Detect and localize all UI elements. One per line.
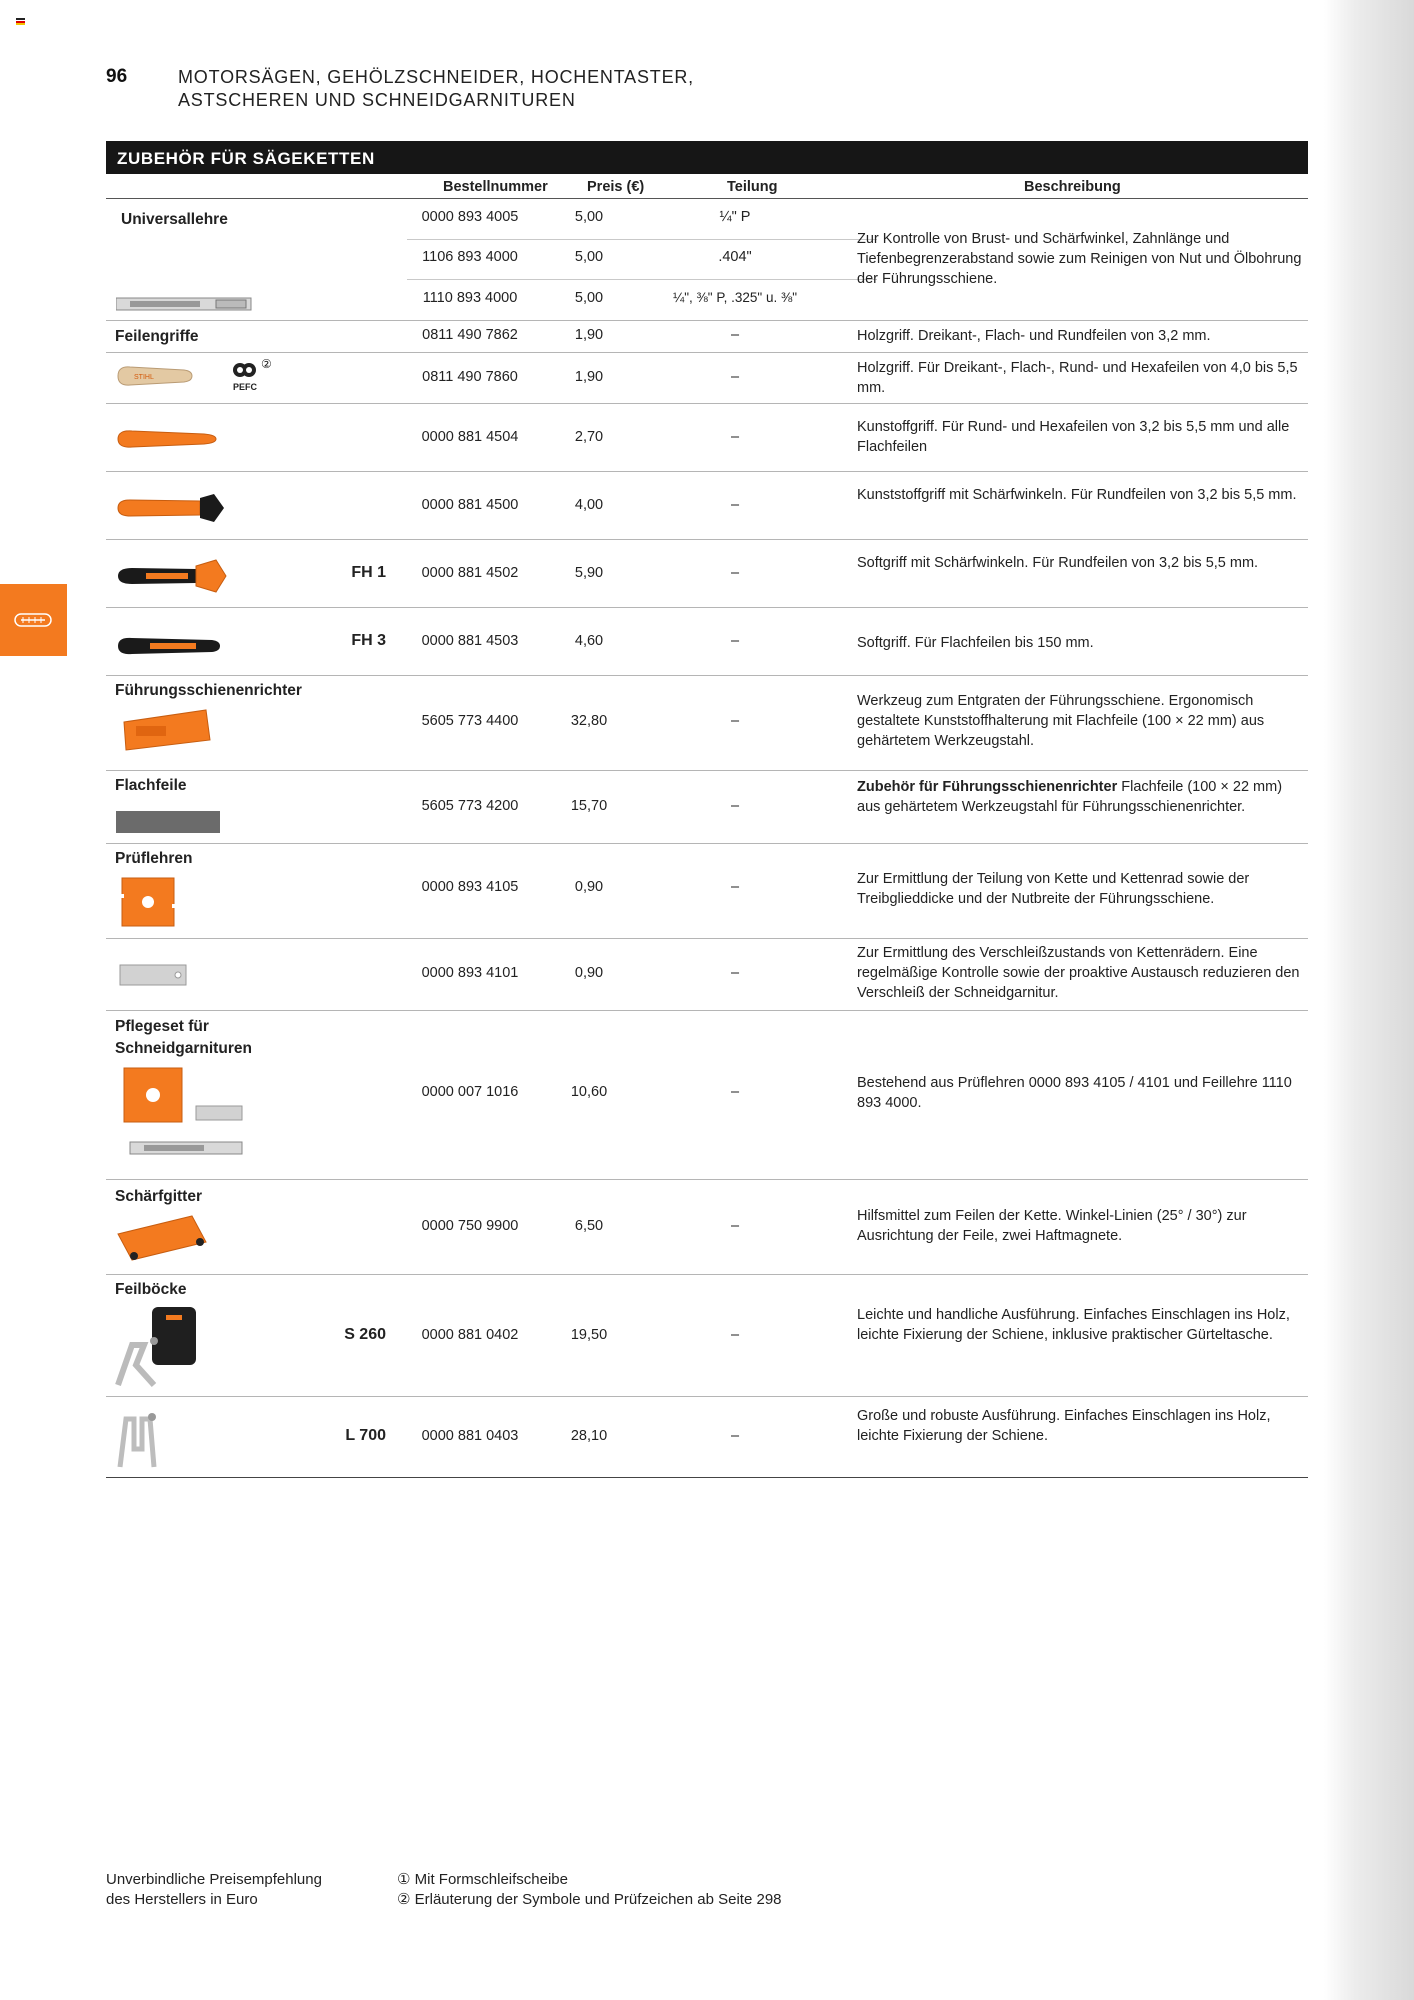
plastic-handle-image [116, 426, 220, 452]
table-row: FH 3 0000 881 4503 4,60 – Softgriff. Für Flachfeilen bis 150 mm. [106, 608, 1308, 676]
column-header-row [106, 174, 1308, 199]
file-gauge-image [116, 293, 256, 315]
pefc-badge: PEFC [232, 360, 258, 392]
table-row: Flachfeile 5605 773 4200 15,70 – Zubehör für Führungsschienenrichter Flachfeile (100 × 22 mm) aus gehärtetem Werkzeugstahl für Führungsschienenrichter. [106, 771, 1308, 844]
price-note: Unverbindliche Preisempfehlung des Herstellers in Euro [106, 1871, 322, 1908]
chapter-tab[interactable] [0, 584, 67, 656]
softgrip-fh1-image [116, 556, 236, 596]
care-set-image [116, 1066, 266, 1166]
product-label: Feilböcke [115, 1281, 187, 1298]
product-label: Prüflehren [115, 850, 193, 867]
product-label: Führungsschienenrichter [115, 682, 302, 699]
section-title: ZUBEHÖR FÜR SÄGEKETTEN [106, 141, 1308, 174]
bar-dresser-image [116, 706, 216, 756]
model-label: FH 3 [351, 632, 386, 649]
table-row: 0000 881 4504 2,70 – Kunstoffgriff. Für Rund- und Hexafeilen von 3,2 bis 5,5 mm und alle Flachfeilen [106, 404, 1308, 472]
table-row: Schärfgitter 0000 750 9900 6,50 – Hilfsmittel zum Feilen der Kette. Winkel-Linien (25° / 30°) zur Ausrichtung der Feile, zwei Haftmagnete. [106, 1180, 1308, 1275]
gauge-image [118, 874, 178, 930]
table-row: Pflegeset für Schneidgarnituren 0000 007 1016 10,60 – Bestehend aus Prüflehren 0000 893 4105 / 4101 und Feillehre 1110 893 4000. [106, 1011, 1308, 1180]
model-label: FH 1 [351, 564, 386, 581]
angle-handle-image [116, 490, 236, 526]
product-label: Pflegeset für Schneidgarnituren [115, 1018, 252, 1057]
col-bestellnummer: Bestellnummer [443, 179, 548, 195]
product-label: Universallehre [121, 211, 228, 228]
model-label: S 260 [344, 1326, 386, 1343]
table-row: L 700 0000 881 0403 28,10 – Große und robuste Ausführung. Einfaches Einschlagen ins Holz, leichte Fixierung der Schiene. [106, 1397, 1308, 1478]
wood-handle-image [116, 363, 196, 389]
footnote-marker: ② [261, 357, 272, 371]
table-row: Universallehre 0000 893 4005 5,00 ¼" P 1106 893 4000 5,00 .404" 1110 893 4000 5,00 ¼", ⅜" P, .325" u. ⅜" Zur Kontrolle von Brust- und Schärfwinkel, Zahnlänge und Tiefenbegrenzerabstand sowie zum Reinigen von Nut und Ölbohrung der Führungsschiene. [106, 199, 1308, 321]
svg-text:STIHL: STIHL [134, 374, 154, 381]
table-row: Führungsschienenrichter 5605 773 4400 32,80 – Werkzeug zum Entgraten der Führungsschiene. Ergonomisch gestaltete Kunststoffhalterung mit Flachfeile (100 × 22 mm) aus gehärtetem Werkzeugstahl. [106, 676, 1308, 771]
pefc-logo-icon [232, 360, 258, 380]
col-beschreibung: Beschreibung [1024, 179, 1121, 195]
footnotes: ① Mit Formschleifscheibe ② Erläuterung der Symbole und Prüfzeichen ab Seite 298 [397, 1871, 782, 1908]
file-vice-l700-image [114, 1409, 162, 1471]
table-row: 0000 893 4101 0,90 – Zur Ermittlung des Verschleißzustands von Kettenrädern. Eine regelmäßige Kontrolle sowie der proaktive Austausch reduzieren den Verschleiß der Schneidgarnitur. [106, 939, 1308, 1011]
product-label: Flachfeile [115, 777, 187, 794]
product-label: Feilengriffe [115, 328, 199, 345]
page-title: MOTORSÄGEN, GEHÖLZSCHNEIDER, HOCHENTASTER, ASTSCHEREN UND SCHNEIDGARNITUREN [178, 67, 694, 110]
page-edge-shadow [1324, 0, 1414, 2000]
table-row: FH 1 0000 881 4502 5,90 – Softgriff mit Schärfwinkeln. Für Rundfeilen von 3,2 bis 5,5 mm. [106, 540, 1308, 608]
page-number: 96 [106, 66, 128, 87]
softgrip-fh3-image [116, 632, 226, 660]
flat-file-image [116, 809, 222, 835]
product-label: Schärfgitter [115, 1188, 202, 1205]
model-label: L 700 [345, 1427, 386, 1444]
table-row: 0000 881 4500 4,00 – Kunststoffgriff mit Schärfwinkeln. Für Rundfeilen von 3,2 bis 5,5 mm. [106, 472, 1308, 540]
metal-gauge-image [118, 963, 190, 989]
page-header [106, 66, 694, 112]
sharpening-grid-image [116, 1214, 212, 1264]
flag-icon [16, 18, 25, 25]
col-preis: Preis (€) [587, 179, 645, 195]
table-row: Feilböcke S 260 0000 881 0402 19,50 – Leichte und handliche Ausführung. Einfaches Einschlagen ins Holz, leichte Fixierung der Schiene, inklusive praktischer Gürteltasche. [106, 1275, 1308, 1397]
col-teilung: Teilung [727, 179, 778, 195]
table-row: Prüflehren 0000 893 4105 0,90 – Zur Ermittlung der Teilung von Kette und Kettenrad sowie der Treibglieddicke und der Nutbreite der Führungsschiene. [106, 844, 1308, 939]
product-table [106, 141, 1308, 1478]
file-vice-s260-image [114, 1305, 204, 1391]
table-row: STIHL PEFC ② 0811 490 7860 1,90 – Holzgriff. Für Dreikant-, Flach-, Rund- und Hexafeilen von 4,0 bis 5,5 mm. [106, 353, 1308, 404]
table-row: Feilengriffe 0811 490 7862 1,90 – Holzgriff. Dreikant-, Flach- und Rundfeilen von 3,2 mm. [106, 321, 1308, 353]
chain-icon [11, 609, 57, 631]
